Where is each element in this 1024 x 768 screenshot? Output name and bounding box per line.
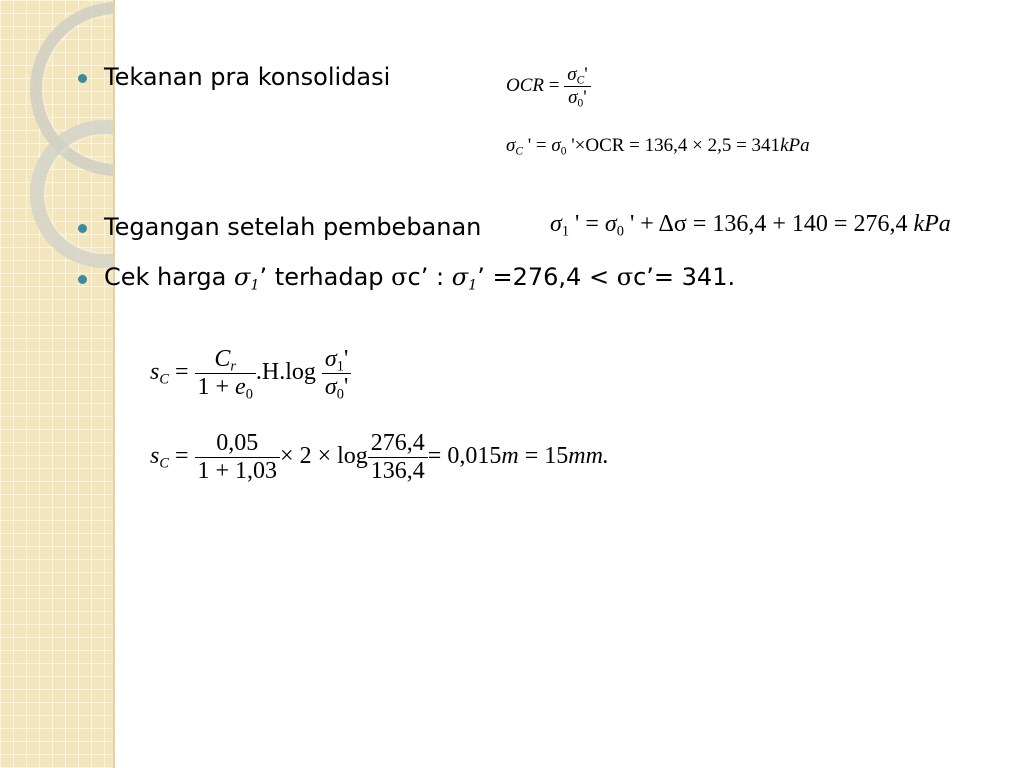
ocr-lhs: OCR [506,74,544,96]
settlement-symbol: s [150,443,160,470]
prime: ' [583,87,587,108]
check-text: ’ terhadap [259,263,392,291]
sigma-symbol: σ [324,346,337,372]
settlement-symbol: s [150,359,160,386]
sigma-symbol: σ [506,135,516,156]
fraction-denominator: 136,4 [368,457,428,485]
fraction-denominator [195,373,256,401]
bullet-preconsolidation: Tekanan pra konsolidasi [104,63,391,91]
subscript: 0 [577,97,584,110]
sigma-symbol: σ [550,211,562,237]
subscript: 0 [336,386,344,403]
equation-sigma-c [506,135,810,157]
sigma-symbol: σ [551,135,561,156]
sigma-symbol: σ [233,263,251,291]
sigma-subscript: 1 [250,277,260,294]
subscript: C [159,371,169,388]
equals-sign: = [174,443,189,470]
fraction-numerator: 0,05 [216,430,259,456]
bullet-dot [78,74,87,83]
subscript: 1 [561,223,570,240]
sigma-symbol: σ [568,87,578,108]
subscript: C [515,145,523,158]
unit: m [501,443,519,470]
equation-sigma-1 [550,211,951,238]
eq-text: = 15 [518,443,569,470]
stress-ratio-fraction [322,346,351,401]
sigma-symbol: σ [567,64,577,85]
check-text: c’= 341. [633,263,736,291]
fraction-denominator [322,373,351,401]
unit: mm. [568,443,609,470]
fraction-numerator [322,346,351,373]
bullet-dot [78,224,87,233]
compression-fraction [195,346,256,401]
equation-settlement-formula [150,346,351,401]
bullet-stress-after-loading: Tegangan setelah pembebanan [104,213,482,241]
equation-settlement-calc [150,430,609,485]
sigma-subscript: 1 [468,277,478,294]
eq-text: 1 + [197,374,236,400]
ocr-numerator [564,64,590,86]
sigma-symbol: σ [604,211,617,237]
equals-sign: = [548,74,560,96]
sigma-symbol: σ [616,263,634,291]
check-prefix: Cek harga [104,263,234,291]
equation-ocr [506,64,591,109]
subscript: C [159,455,169,472]
subscript: r [230,358,237,375]
subscript: 0 [560,145,567,158]
subscript: 0 [245,386,253,403]
cr-symbol: C [214,346,231,372]
ocr-denominator [564,86,590,109]
stress-ratio-fraction [368,430,428,485]
bullet-dot [78,275,87,284]
prime: ' [343,374,349,400]
eq-text: .H.log [255,359,316,386]
bullet-check-stress [104,263,736,294]
prime: ' [343,346,349,372]
eq-text: ' = [569,211,605,237]
sigma-symbol: σ [324,374,337,400]
fraction-denominator: 1 + 1,03 [195,457,281,485]
subscript: C [576,74,585,87]
fraction-numerator: 276,4 [370,430,425,456]
eq-text: '×OCR = 136,4 × 2,5 = 341 [566,135,781,156]
sigma-symbol: σ [451,263,469,291]
subscript: 1 [336,358,344,375]
eq-text: × 2 × log [280,443,368,470]
unit: kPa [913,211,951,237]
subscript: 0 [616,223,624,240]
check-text: c’ : [407,263,452,291]
equals-sign: = [174,359,189,386]
sigma-symbol: σ [391,263,408,291]
check-text: ’ =276,4 < [477,263,617,291]
eq-text: ' + Δσ = 136,4 + 140 = 276,4 [623,211,914,237]
ocr-fraction [564,64,590,109]
eq-text: = 0,015 [427,443,502,470]
fraction-numerator [195,346,256,373]
e-symbol: e [235,374,246,400]
eq-text: ' = [522,135,552,156]
compression-fraction [195,430,281,485]
unit: kPa [780,135,810,156]
prime: ' [584,64,588,85]
